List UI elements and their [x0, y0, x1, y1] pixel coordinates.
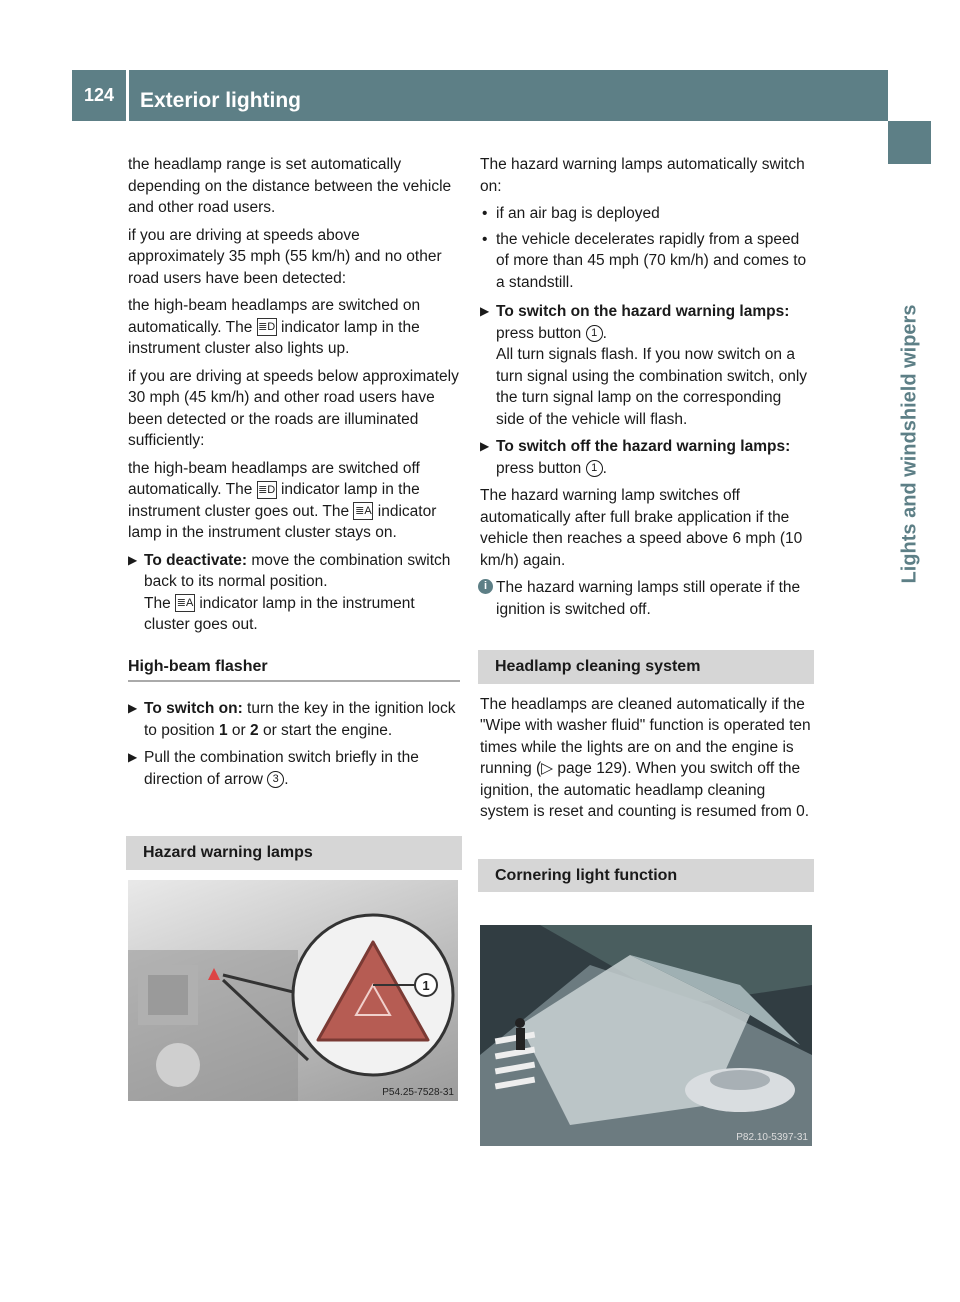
paragraph: the high-beam headlamps are switched off automatically. The ≣D indicator lamp in the instrument cluster goes out. The ≣A indicator lamp in the instrument cluster stays on.	[128, 459, 437, 541]
section-heading: Cornering light function	[478, 859, 814, 893]
paragraph: if you are driving at speeds above approximately 35 mph (55 km/h) and no other road users have been detected:	[128, 226, 442, 287]
hazard-illustration	[128, 880, 458, 1101]
info-note: i The hazard warning lamps still operate if the ignition is switched off.	[480, 577, 812, 620]
section-heading: Hazard warning lamps	[126, 836, 462, 870]
bullet-item: • if an air bag is deployed	[480, 203, 812, 225]
figure-callout: 1	[422, 978, 430, 993]
high-beam-icon: ≣D	[257, 481, 277, 499]
bullet-item: • the vehicle decelerates rapidly from a speed of more than 45 mph (70 km/h) and comes to a standstill.	[482, 230, 807, 291]
page-title: Exterior lighting	[140, 89, 302, 112]
section-subheading: High-beam flasher	[128, 656, 460, 683]
step-arrow-icon: ▶	[128, 750, 138, 764]
paragraph: if you are driving at speeds below approximately 30 mph (45 km/h) and other road users have been detected or the roads are illuminated sufficiently:	[128, 367, 459, 449]
cornering-light-figure	[480, 925, 812, 1146]
paragraph: the headlamp range is set automatically depending on the distance between the vehicle and other road users.	[128, 156, 452, 216]
figure-code: P54.25-7528-31	[382, 1087, 454, 1098]
step-arrow-icon: ▶	[128, 552, 138, 567]
bullet-icon: •	[482, 230, 488, 248]
instruction-step: ▶ To switch on: turn the key in the ignition lock to position 1 or 2 or start the engine.	[128, 700, 456, 739]
callout-number: 1	[586, 325, 603, 342]
page-number: 124	[83, 85, 115, 105]
side-tab-label: Lights and windshield wipers	[898, 304, 920, 584]
instruction-step: ▶ To switch on the hazard warning lamps: press button 1 . All turn signals flash. If you now switch on a turn signal using the combination switch, only the turn signal lamp on the corresponding side of the vehicle will flash.	[480, 303, 808, 428]
adaptive-high-beam-icon: ≣A	[353, 502, 373, 520]
page-header	[72, 70, 888, 121]
side-tab-block	[888, 121, 931, 164]
paragraph: the high-beam headlamps are switched on automatically. The ≣D indicator lamp in the instrument cluster also lights up.	[128, 297, 421, 357]
pedestrian	[516, 1028, 525, 1050]
step-arrow-icon: ▶	[128, 701, 138, 715]
paragraph: The hazard warning lamp switches off automatically after full brake application if the vehicle then reaches a speed above 6 mph (10 km/h) again.	[480, 487, 803, 569]
high-beam-icon: ≣D	[257, 318, 277, 336]
info-icon: i	[478, 579, 493, 594]
instruction-step: ▶ To switch off the hazard warning lamps: press button 1 .	[480, 438, 791, 477]
paragraph: The hazard warning lamps automatically switch on:	[480, 156, 805, 195]
callout-number: 3	[267, 771, 284, 788]
cornering-illustration	[480, 925, 812, 1146]
side-tab	[888, 164, 931, 724]
paragraph: The headlamps are cleaned automatically if the "Wipe with washer fluid" function is operated ten times while the lights are on and the engine is running (▷ page 129). When you switch off the ignition, the automatic headlamp cleaning system is reset and counting is resumed from 0.	[480, 695, 811, 820]
header-divider	[126, 70, 129, 121]
figure-code: P82.10-5397-31	[736, 1132, 808, 1143]
bullet-icon: •	[482, 205, 488, 222]
left-column	[128, 154, 460, 870]
instruction-step: ▶ Pull the combination switch briefly in the direction of arrow 3 .	[128, 749, 419, 788]
hazard-button-figure	[128, 880, 458, 1101]
callout-number: 1	[586, 460, 603, 477]
step-arrow-icon: ▶	[480, 304, 490, 318]
step-arrow-icon: ▶	[480, 439, 490, 453]
section-heading: Headlamp cleaning system	[478, 650, 814, 684]
right-column	[480, 154, 812, 892]
instruction-step: ▶ To deactivate: move the combination switch back to its normal position. The ≣A indicator lamp in the instrument cluster goes out.	[128, 551, 451, 633]
adaptive-high-beam-icon: ≣A	[175, 594, 195, 612]
